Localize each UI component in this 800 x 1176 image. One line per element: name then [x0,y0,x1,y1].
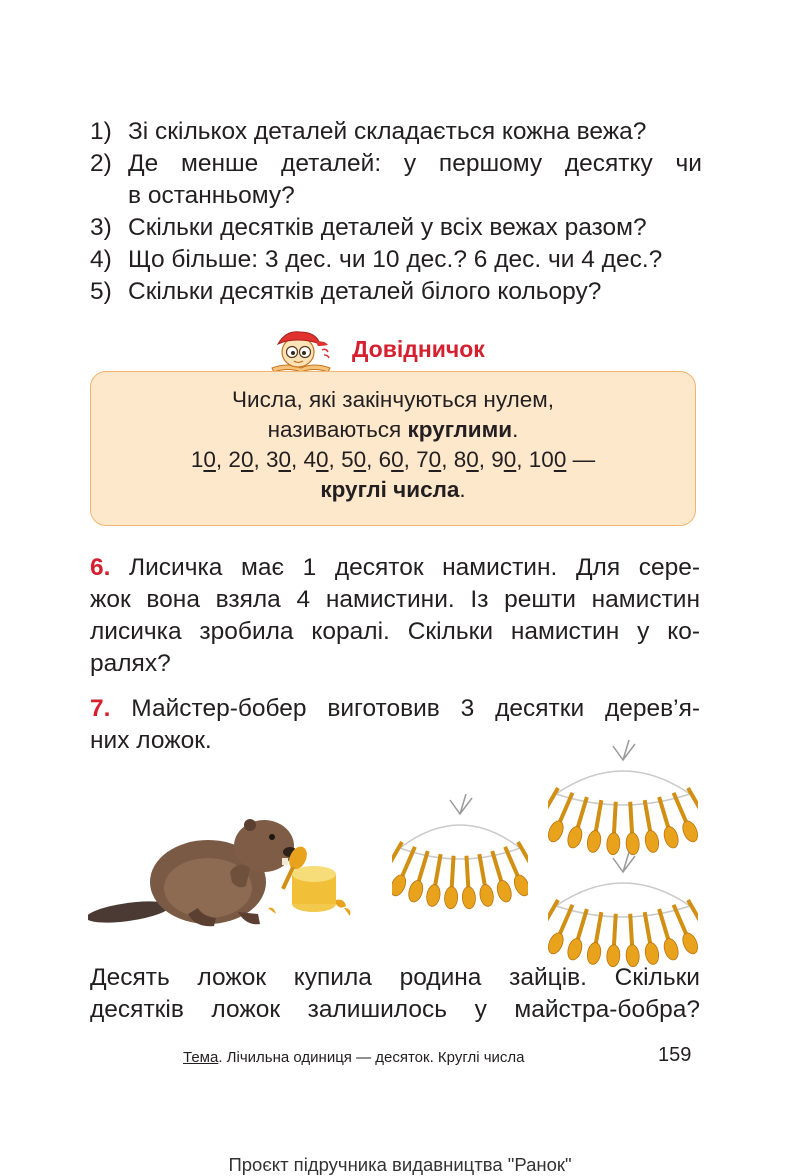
question-number: 2) [90,150,112,177]
task-6-line: жок вона взяла 4 намистини. Із решти намистин [90,586,700,613]
round-number: 40 [303,447,329,472]
beaver-illustration [88,790,388,940]
wooden-spoon [473,853,495,907]
task-number: 7. [90,695,111,722]
question-text-continued: в останньому? [128,182,295,209]
reference-title: Довідничок [352,336,485,362]
reference-heading [264,328,485,374]
task-6-line: ралях? [90,650,171,677]
reference-line-1: Числа, які закінчуються нулем, [232,387,554,412]
wooden-spoon [638,799,660,853]
question-item [90,116,702,148]
task-7-question-line: десятків ложок залишилось у майстра-бобра? [90,996,700,1023]
task-6-line: лисичка зробила коралі. Скільки намистин у ко- [90,618,700,645]
round-number: 80 [453,447,479,472]
task-7-question-line: Десять ложок купила родина зайців. Скільки [90,964,700,991]
round-number: 30 [265,447,291,472]
task-text: Лисичка має 1 десяток намистин. Для сере- [129,554,700,581]
reference-box [90,371,696,526]
task-7-question [90,962,700,1026]
task-6 [90,552,700,680]
round-number: 100 [528,447,567,472]
owl-reading-book-icon [264,328,338,374]
round-numbers: 10, 20, 30, 40, 50, 60, 70, 80, 90, 100 [190,447,567,472]
reference-text: називаються [267,417,408,442]
question-number: 1) [90,118,112,145]
task-7-line: них ложок. [90,727,212,754]
topic-label: Тема [183,1049,219,1066]
round-number: 10 [190,447,216,472]
task-6-line [90,552,700,584]
wooden-spoon [624,801,640,855]
question-text: Де менше деталей: у першому десятку чи [128,150,702,177]
wooden-spoon [586,799,608,853]
task-number: 6. [90,554,111,581]
question-number: 5) [90,278,112,305]
wooden-spoon [624,913,640,967]
question-text: Що більше: 3 дес. чи 10 дес.? 6 дес. чи 4 дес.? [128,246,663,273]
reference-bold-term: круглими [407,417,513,442]
round-number: 90 [491,447,517,472]
reference-line-2 [91,415,695,445]
question-item [90,212,702,244]
round-numbers-list [91,445,695,475]
question-number: 4) [90,246,112,273]
round-number: 50 [341,447,367,472]
reference-line-4 [91,475,695,505]
numbers-dash: — [566,447,596,472]
wooden-spoon [425,853,447,907]
wooden-spoon [444,855,460,909]
question-number: 3) [90,214,112,241]
question-text: Скільки десятків деталей у всіх вежах разом? [128,214,647,241]
round-number: 70 [416,447,442,472]
round-number: 60 [378,447,404,472]
reference-bold-term: круглі числа [320,477,460,502]
wooden-spoon [606,913,622,967]
question-text: Зі скількох деталей складається кожна вежа? [128,118,647,145]
topic-text: . Лічильна одиниця — десяток. Круглі числа [218,1049,525,1066]
wooden-spoon [638,911,660,965]
wooden-spoon [460,855,476,909]
question-item [90,148,702,212]
task-7-line [90,693,700,725]
reference-punct: . [459,477,466,502]
wooden-spoon-bundle-illustration [392,792,528,932]
question-text: Скільки десятків деталей білого кольору? [128,278,602,305]
page-footer-topic [183,1049,603,1066]
reference-punct: . [512,417,519,442]
wooden-spoon [586,911,608,965]
project-note: Проєкт підручника видавництва "Ранок" [228,1154,572,1175]
page-number: 159 [658,1044,692,1066]
question-item [90,276,702,308]
task-text: Майстер-бобер виготовив 3 десятки дерев’я- [131,695,701,722]
wooden-spoon [606,801,622,855]
round-number: 20 [228,447,254,472]
question-item [90,244,702,276]
question-list [90,116,702,308]
